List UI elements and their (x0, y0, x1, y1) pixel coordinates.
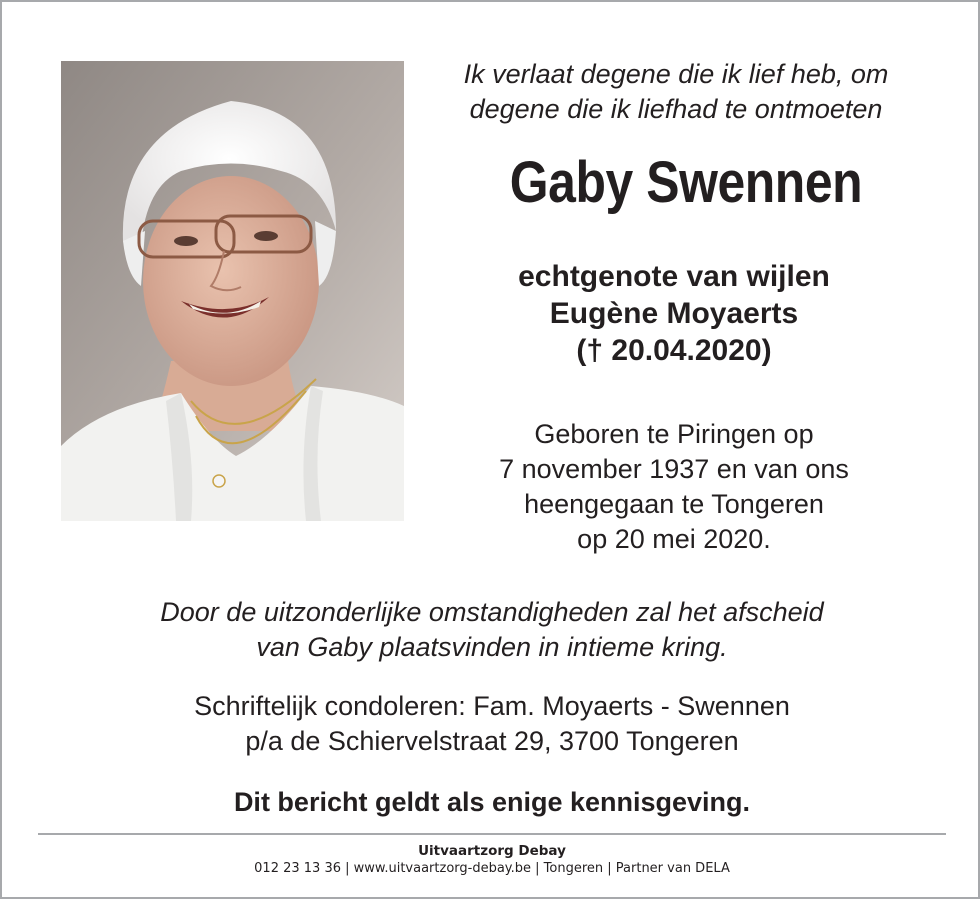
life-line: heengegaan te Tongeren (524, 489, 824, 519)
life-line: Geboren te Piringen op (534, 419, 814, 449)
deceased-name: Gaby Swennen (509, 150, 863, 215)
life-line: 7 november 1937 en van ons (499, 454, 849, 484)
condolence-line: p/a de Schiervelstraat 29, 3700 Tongeren (245, 726, 739, 756)
farewell-notice (42, 595, 942, 665)
funeral-home-contact: 012 23 13 36 | www.uitvaartzorg-debay.be | Tongeren | Partner van DELA (254, 861, 730, 876)
condolence-address (42, 689, 942, 759)
portrait-photo (61, 61, 404, 521)
spouse-name: Eugène Moyaerts (549, 297, 799, 330)
funeral-home-name: Uitvaartzorg Debay (418, 843, 566, 859)
notice-line: van Gaby plaatsvinden in intieme kring. (256, 632, 728, 662)
motto-line: degene die ik liefhad te ontmoeten (469, 94, 883, 124)
spouse-info (432, 258, 916, 369)
spouse-death-date: († 20.04.2020) (576, 334, 772, 367)
life-line: op 20 mei 2020. (577, 524, 771, 554)
motto-line: Ik verlaat degene die ik lief heb, om (463, 59, 889, 89)
spouse-relation: echtgenote van wijlen (518, 260, 830, 293)
footer-divider (38, 833, 946, 835)
announcement-text: Dit bericht geldt als enige kennisgeving. (233, 787, 751, 817)
motto-quote (422, 57, 930, 127)
notice-line: Door de uitzonderlijke omstandigheden zal het afscheid (160, 597, 824, 627)
condolence-line: Schriftelijk condoleren: Fam. Moyaerts - Swennen (194, 691, 790, 721)
life-dates (432, 417, 916, 557)
